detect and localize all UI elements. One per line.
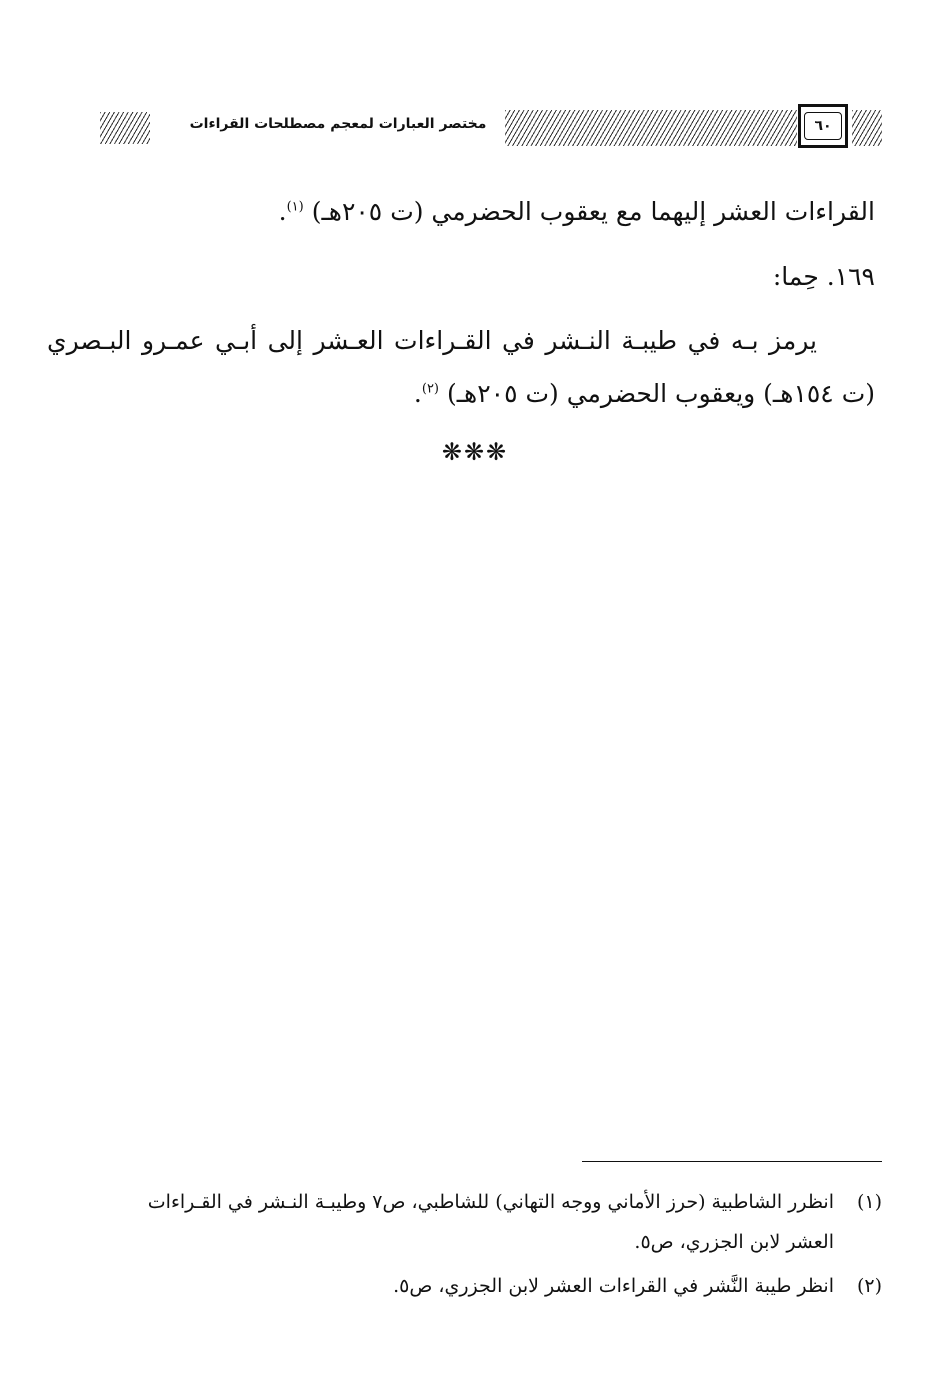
header-ornament-left [100,112,150,144]
footnote-2 [102,1266,882,1306]
page-number: ٦٠ [804,112,842,140]
entry-term: حِما: [772,262,819,291]
footnote-1 [102,1182,882,1222]
page-number-frame [798,104,848,148]
footnote-1-continuation [102,1222,882,1262]
footnote-1-line-2: العشر لابن الجزري، ص٥. [634,1231,834,1253]
page-header [100,104,885,152]
section-separator: ❋❋❋ [441,438,509,466]
header-ornament-right [852,110,882,146]
entry-heading [105,254,875,300]
footnote-1-number: (١) [856,1191,882,1213]
footnote-2-number: (٢) [856,1275,882,1297]
body-line-1-end: . [278,197,287,226]
paragraph-line-2-text: (ت ١٥٤هـ) ويعقوب الحضرمي (ت ٢٠٥هـ) [446,379,875,408]
footnote-divider [582,1161,882,1162]
running-title: مختصر العبارات لمعجم مصطلحات القراءات [189,116,487,132]
entry-number: ١٦٩. [826,262,875,291]
footnote-2-line-1: انظر طيبة النَّشر في القراءات العشر لابن الجزري، ص٥. [393,1275,834,1297]
body-line-1-text: القراءات العشر إليهما مع يعقوب الحضرمي (ت ٢٠٥هـ) [311,197,875,226]
paragraph-line-1 [47,318,875,364]
footnote-1-line-1: انظرر الشاطبية (حرز الأماني ووجه التهاني) للشاطبي، ص٧ وطيبـة النـشر في القـراءات [147,1191,834,1213]
footnote-ref-1[interactable]: (١) [286,199,304,215]
footnote-ref-2[interactable]: (٢) [421,381,439,397]
paragraph-line-2 [105,371,875,417]
paragraph-line-1-text: يرمز بـه في طيبـة النـشر في القـراءات العـشر إلى أبـي عمـرو البـصري [47,326,817,355]
paragraph-line-2-end: . [413,379,422,408]
header-ornament-middle [505,110,797,146]
body-line-1 [105,189,875,235]
